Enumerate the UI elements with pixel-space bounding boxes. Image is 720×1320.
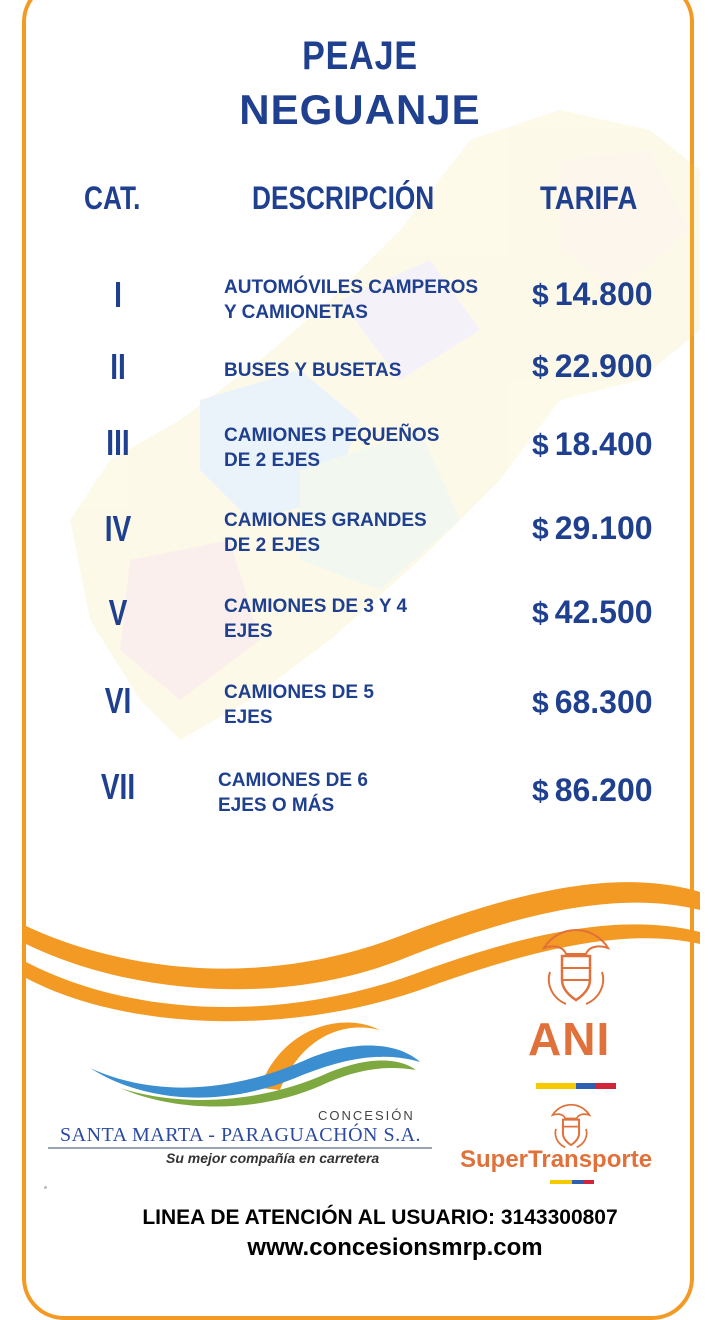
dot — [44, 1186, 47, 1189]
customer-service-line: LINEA DE ATENCIÓN AL USUARIO: 3143300807 — [142, 1206, 618, 1229]
concession-tagline: Su mejor compañía en carretera — [166, 1150, 380, 1166]
title-toll-name: NEGUANJE — [239, 86, 481, 133]
row-category: VII — [100, 766, 136, 807]
website-url[interactable]: www.concesionsmrp.com — [247, 1234, 543, 1261]
row-category: IV — [104, 508, 132, 549]
row-price: $ 29.100 — [532, 510, 653, 546]
concession-logo-icon — [80, 1010, 440, 1110]
row-category: III — [106, 422, 130, 463]
concession-label: CONCESIÓN — [318, 1108, 415, 1123]
row-description: CAMIONES GRANDES DE 2 EJES — [224, 510, 427, 556]
row-description: BUSES Y BUSETAS — [224, 360, 402, 381]
row-description: CAMIONES DE 3 Y 4 EJES — [224, 596, 408, 642]
row-category: V — [108, 592, 128, 633]
coat-of-arms-icon — [548, 1100, 594, 1152]
row-price: $ 22.900 — [532, 348, 653, 384]
row-price: $ 42.500 — [532, 594, 653, 630]
header-tarifa: TARIFA — [540, 180, 638, 216]
colombia-flag-stripe — [550, 1180, 594, 1184]
colombia-flag-stripe — [536, 1083, 616, 1089]
header-description: DESCRIPCIÓN — [252, 180, 435, 216]
row-price: $ 14.800 — [532, 276, 653, 312]
title-peaje: PEAJE — [302, 34, 418, 78]
row-price: $ 86.200 — [532, 772, 653, 808]
row-description: CAMIONES PEQUEÑOS DE 2 EJES — [224, 425, 440, 471]
row-category: I — [114, 274, 122, 315]
row-description: AUTOMÓVILES CAMPEROS Y CAMIONETAS — [224, 277, 479, 323]
row-category: II — [110, 346, 126, 387]
ani-logo-text: ANI — [528, 1013, 611, 1065]
row-price: $ 68.300 — [532, 684, 653, 720]
row-description: CAMIONES DE 5 EJES — [224, 682, 374, 728]
row-description: CAMIONES DE 6 EJES O MÁS — [218, 770, 368, 816]
divider — [48, 1147, 432, 1149]
coat-of-arms-icon — [536, 922, 616, 1012]
row-category: VI — [104, 680, 132, 721]
concession-name: SANTA MARTA - PARAGUACHÓN S.A. — [60, 1124, 422, 1146]
header-cat: CAT. — [84, 180, 141, 216]
supertransporte-logo-text: SuperTransporte — [460, 1146, 653, 1173]
row-price: $ 18.400 — [532, 426, 653, 462]
